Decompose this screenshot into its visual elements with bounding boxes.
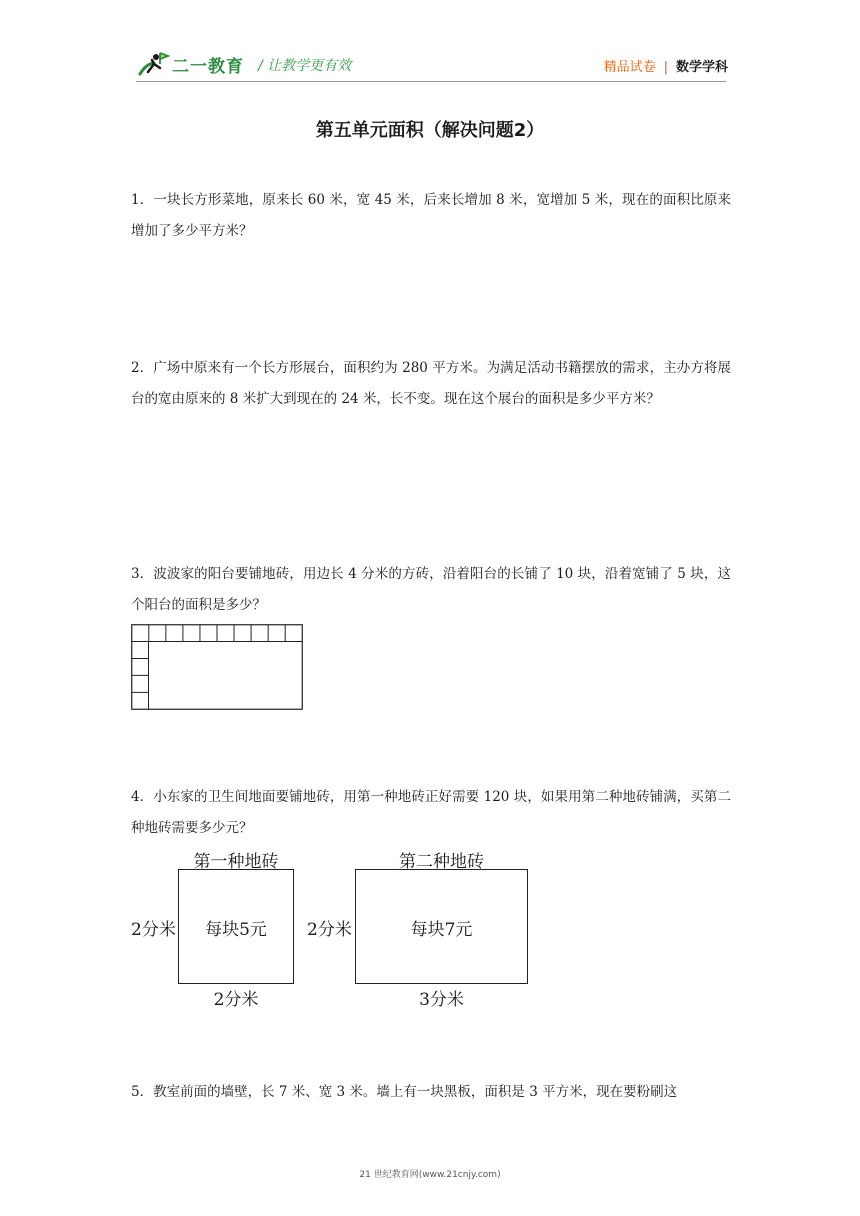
tile-2-bottom-length: 3分米: [419, 990, 464, 1010]
question-4: 4．小东家的卫生间地面要铺地砖，用第一种地砖正好需要 120 块，如果用第二种地砖铺满，买第二种地砖需要多少元？: [131, 789, 731, 836]
tag-premium-exam: 精品试卷: [603, 60, 656, 75]
tile-1-price: 每块5元: [205, 920, 267, 940]
question-3: 3．波波家的阳台要铺地砖，用边长 4 分米的方砖，沿着阳台的长铺了 10 块，沿着宽铺了 5 块，这个阳台的面积是多少？: [131, 566, 731, 613]
question-2: 2．广场中原来有一个长方形展台，面积约为 280 平方米。为满足活动书籍摆放的需求，主办方将展台的宽由原来的 8 米扩大到现在的 24 米，长不变。现在这个展台的面积是多少平方米？: [131, 360, 731, 407]
logo-text: 二一教育: [172, 57, 244, 77]
tile-1-title: 第一种地砖: [193, 852, 279, 872]
tile-1-bottom-length: 2分米: [213, 990, 259, 1010]
header-divider: [136, 81, 726, 82]
question-1: 1．一块长方形菜地，原来长 60 米，宽 45 米，后来长增加 8 米，宽增加 5 米，现在的面积比原来增加了多少平方米？: [131, 192, 731, 239]
header-tags: [604, 56, 728, 75]
tile-2-side-length: 2分米: [307, 920, 352, 940]
page-footer: 21 世纪教育网(www.21cnjy.com): [359, 1170, 501, 1180]
tag-separator: |: [663, 60, 668, 75]
page-title: 第五单元面积（解决问题2）: [315, 120, 545, 141]
tile-2-title: 第二种地砖: [399, 852, 484, 872]
balcony-tile-diagram: [131, 624, 303, 710]
tile-2-price: 每块7元: [410, 920, 473, 940]
logo-icon: [136, 50, 170, 78]
slogan: / 让教学更有效: [258, 58, 352, 74]
question-5: 5．教室前面的墙壁，长 7 米、宽 3 米。墙上有一块黑板，面积是 3 平方米，现在要粉刷这: [131, 1084, 678, 1100]
tag-subject: 数学学科: [675, 60, 728, 75]
tile-1-side-length: 2分米: [131, 920, 176, 940]
